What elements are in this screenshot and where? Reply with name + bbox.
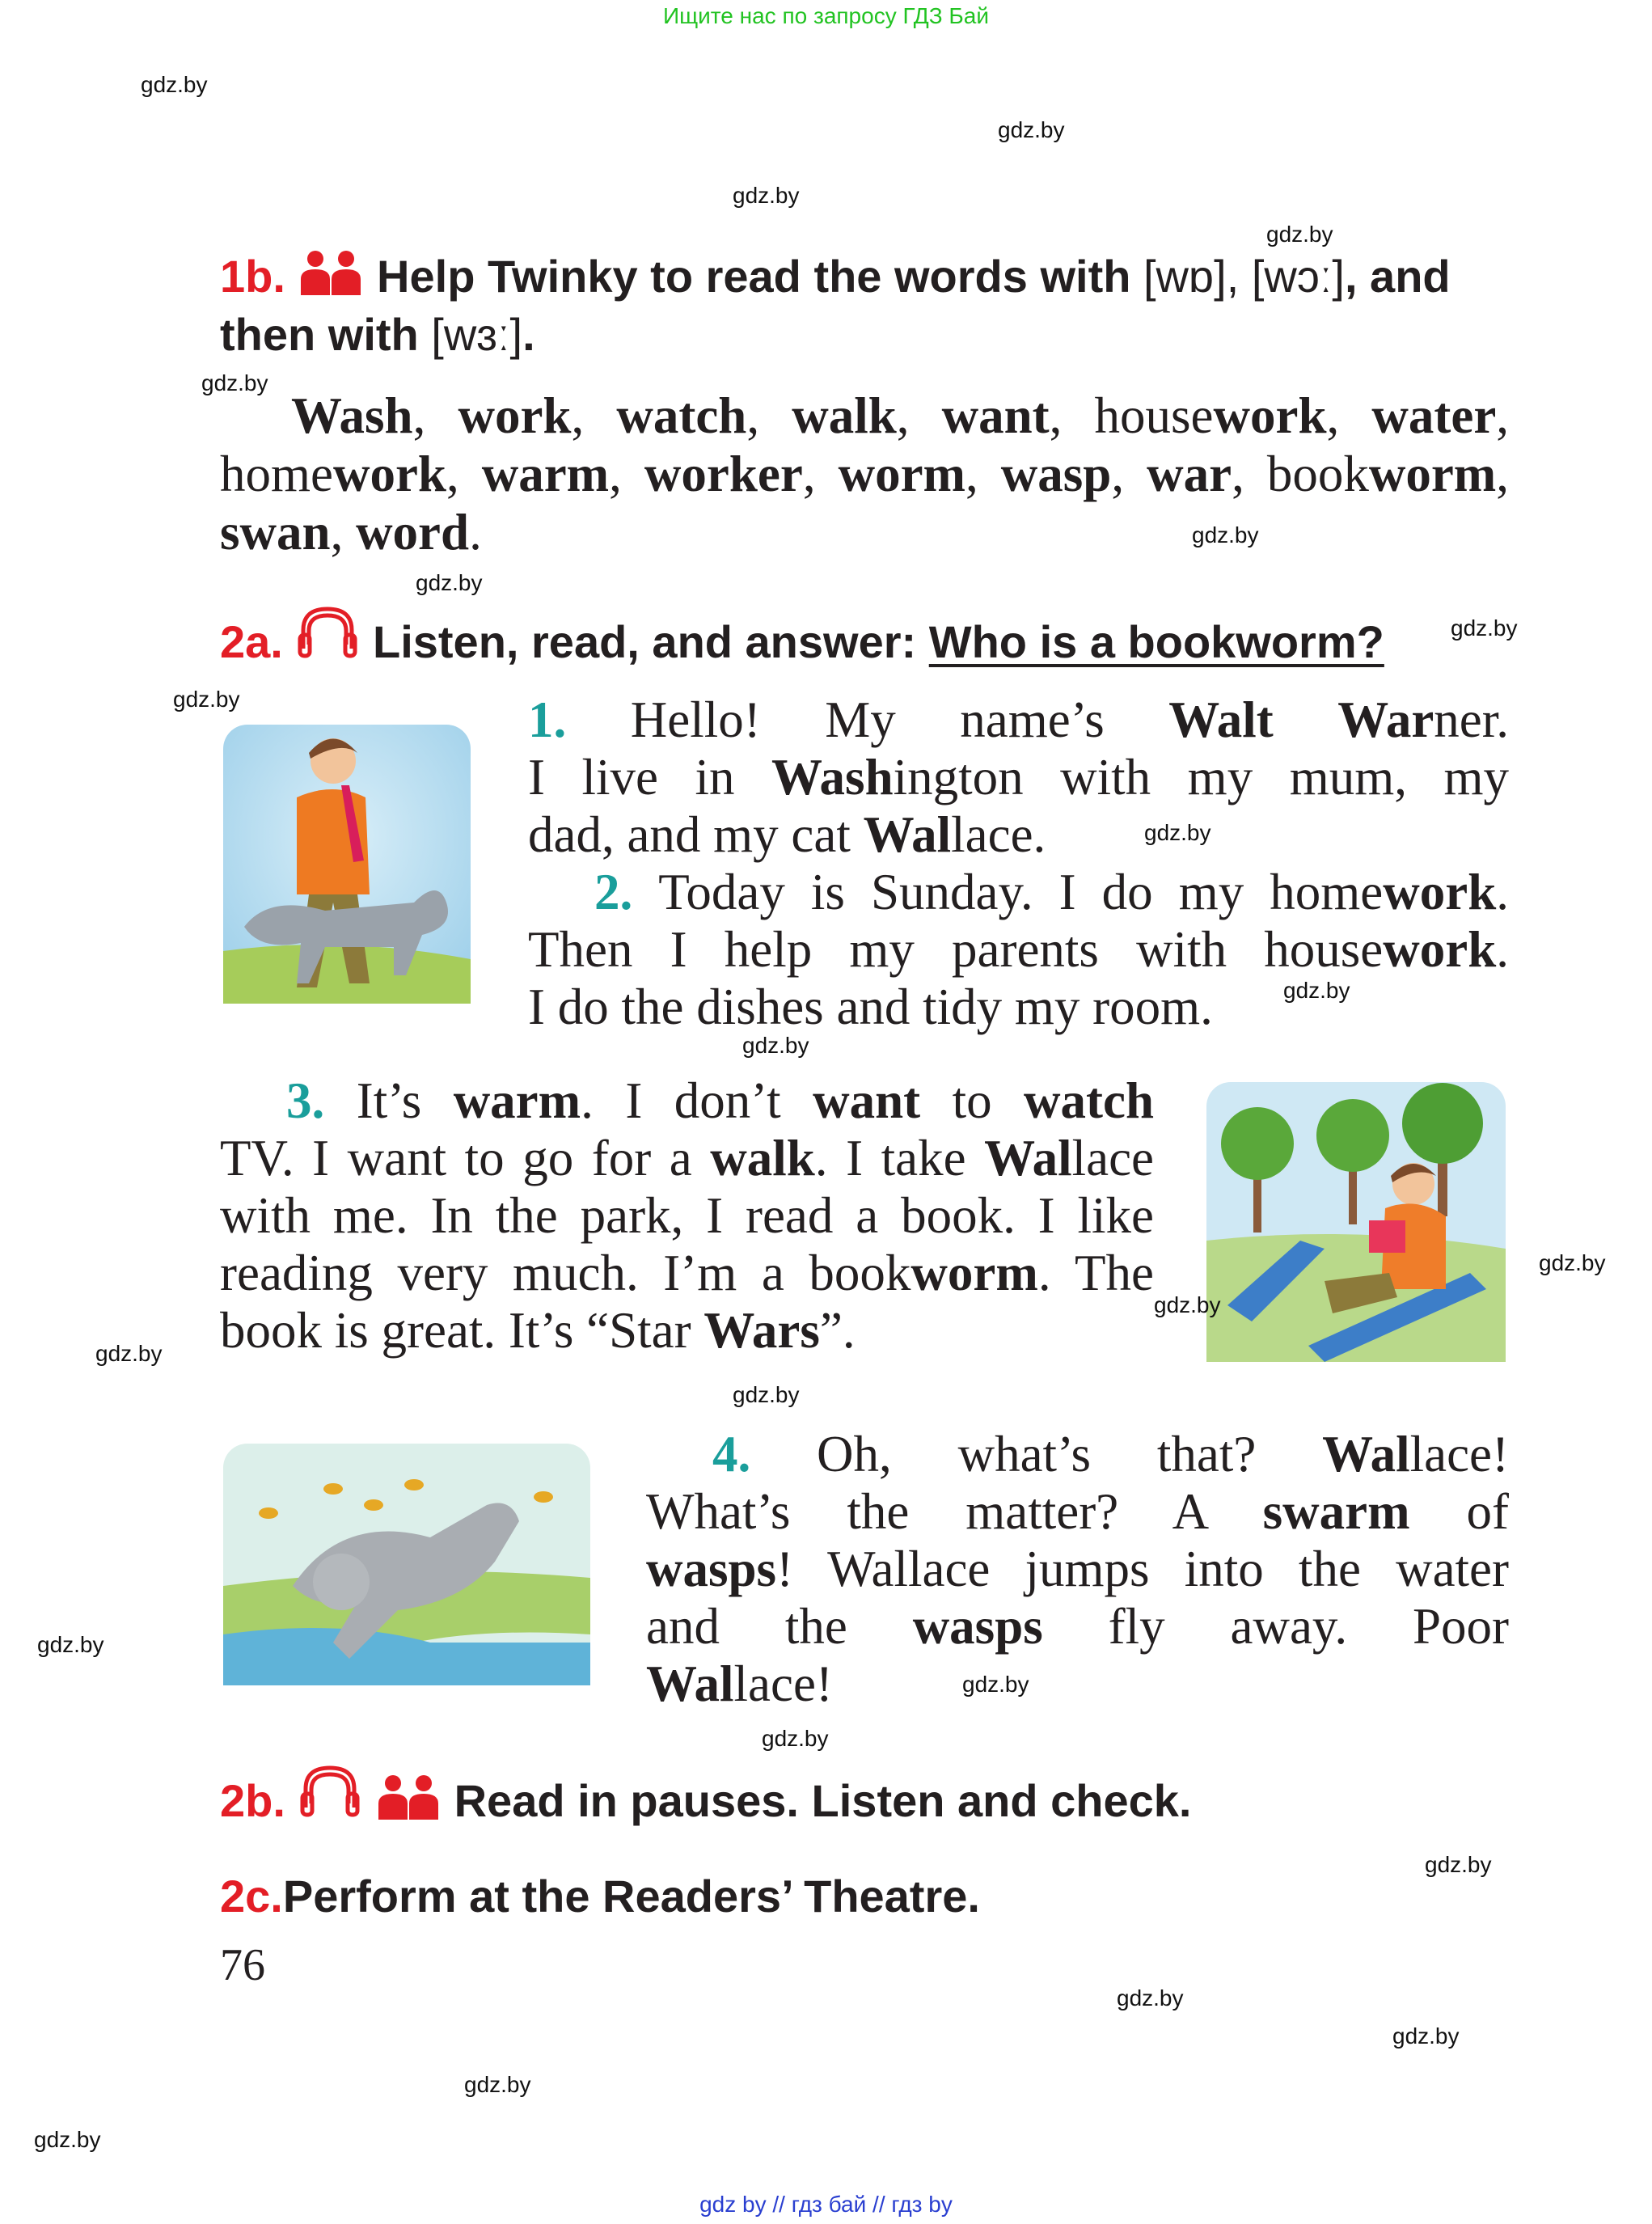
text-line <box>646 1598 1509 1655</box>
exercise-1b-heading <box>220 249 1514 362</box>
watermark: gdz.by <box>1154 1292 1221 1317</box>
highlighted-word: work <box>1383 921 1497 978</box>
text-line <box>528 979 1509 1036</box>
phonetic-transcription: [wɜː] <box>431 309 523 360</box>
highlighted-word: Wal <box>984 1130 1072 1186</box>
text-line <box>220 1130 1154 1187</box>
text-segment: , <box>412 387 458 444</box>
text-segment: , <box>571 387 617 444</box>
text-segment: I do the dishes and tidy my room. <box>528 979 1213 1035</box>
watermark: gdz.by <box>1451 615 1518 641</box>
text-segment: lace. <box>951 806 1046 863</box>
text-segment: book is great. It’s “Star <box>220 1302 704 1359</box>
illustration-boy-reading-park <box>1203 1079 1509 1365</box>
paragraph-1-2 <box>528 691 1509 1036</box>
text-segment: . <box>469 504 482 560</box>
text-segment: , book <box>1232 446 1369 502</box>
highlighted-word: Wars <box>703 1302 820 1359</box>
headphones-icon <box>298 1763 362 1832</box>
watermark: gdz.by <box>962 1672 1029 1697</box>
word-list-line <box>220 445 1509 503</box>
highlighted-word: Wash <box>291 387 413 444</box>
text-segment: , <box>1326 387 1372 444</box>
watermark: gdz.by <box>141 72 208 97</box>
paragraph-number: 2. <box>594 864 659 920</box>
watermark: gdz.by <box>1392 2023 1460 2049</box>
highlighted-word: watch <box>616 387 747 444</box>
illustration-boy-walking-cat <box>220 717 475 1011</box>
watermark: gdz.by <box>733 1382 800 1407</box>
text-line <box>646 1541 1509 1598</box>
watermark: gdz.by <box>733 183 800 208</box>
text-segment: ington with my mum, my <box>893 749 1509 805</box>
watermark: gdz.by <box>95 1341 163 1366</box>
instruction-text: , and <box>1344 251 1451 302</box>
highlighted-word: work <box>1213 387 1327 444</box>
instruction-text: Listen, read, and answer: <box>372 616 929 667</box>
highlighted-word: wasps <box>646 1541 777 1597</box>
top-search-note[interactable]: Ищите нас по запросу ГДЗ Бай <box>662 3 990 28</box>
text-segment: , <box>1111 446 1147 502</box>
exercise-number: 1b. <box>220 251 285 302</box>
highlighted-word: warm <box>481 446 610 502</box>
watermark: gdz.by <box>1192 522 1259 548</box>
highlighted-word: work <box>332 446 446 502</box>
highlighted-word: Wash <box>771 749 894 805</box>
text-segment: , <box>802 446 839 502</box>
separator: // <box>872 2192 885 2217</box>
highlighted-word: water <box>1371 387 1497 444</box>
text-segment: ner. <box>1434 691 1510 748</box>
text-segment: lace <box>1071 1130 1154 1186</box>
instruction-text: then with <box>220 309 432 360</box>
watermark: gdz.by <box>1283 978 1350 1003</box>
text-line <box>528 691 1509 749</box>
text-segment: reading very much. I’m a book <box>220 1245 911 1301</box>
exercise-2a-heading <box>220 604 1514 673</box>
highlighted-word: warm <box>453 1072 581 1129</box>
text-segment: , <box>330 504 357 560</box>
text-segment: home <box>220 446 333 502</box>
highlighted-word: Wal <box>863 806 952 863</box>
text-line <box>646 1426 1509 1483</box>
text-segment: TV. I want to go for a <box>220 1130 711 1186</box>
pair-work-icon <box>375 1774 442 1832</box>
paragraph-4 <box>646 1426 1509 1713</box>
text-segment: lace! <box>1409 1426 1509 1482</box>
text-segment: . <box>1496 921 1509 978</box>
highlighted-word: war <box>1147 446 1232 502</box>
text-segment: , <box>446 446 482 502</box>
page-number: 76 <box>220 1940 265 1990</box>
word-list <box>220 387 1509 561</box>
text-segment: Then I help my parents with house <box>528 921 1384 978</box>
highlighted-word: word <box>356 504 470 560</box>
text-segment: . The <box>1037 1245 1154 1301</box>
text-segment: , <box>1496 446 1510 502</box>
highlighted-word: watch <box>1024 1072 1155 1129</box>
text-segment: Today is Sunday. I do my home <box>658 864 1384 920</box>
text-segment: , <box>896 387 942 444</box>
highlighted-word: Wal <box>646 1655 734 1712</box>
text-segment: ”. <box>819 1302 856 1359</box>
watermark: gdz.by <box>1266 222 1333 247</box>
watermark: gdz.by <box>37 1632 104 1657</box>
watermark: gdz.by <box>1539 1250 1606 1275</box>
exercise-number: 2a. <box>220 616 283 667</box>
exercise-2c-heading <box>220 1869 1514 1924</box>
text-segment: , house <box>1049 387 1214 444</box>
text-line <box>220 1187 1154 1245</box>
highlighted-word: worker <box>644 446 803 502</box>
watermark: gdz.by <box>464 2072 531 2097</box>
watermark: gdz.by <box>416 570 483 595</box>
text-line <box>646 1655 1509 1713</box>
text-segment: fly away. Poor <box>1042 1598 1509 1655</box>
text-line <box>220 1072 1154 1130</box>
text-segment: . I take <box>814 1130 985 1186</box>
highlighted-word: worm <box>1368 446 1497 502</box>
watermark: gdz.by <box>998 117 1065 142</box>
text-line <box>220 1245 1154 1302</box>
question-text: Who is a bookworm? <box>928 616 1384 667</box>
text-segment: of <box>1409 1483 1509 1540</box>
exercise-2b-heading <box>220 1763 1514 1832</box>
pair-work-icon <box>298 250 364 307</box>
headphones-icon <box>295 604 360 673</box>
separator: // <box>772 2192 785 2217</box>
highlighted-word: worm <box>911 1245 1038 1301</box>
text-segment: . <box>1496 864 1509 920</box>
highlighted-word: want <box>813 1072 921 1129</box>
text-segment: , <box>609 446 644 502</box>
highlighted-word: Wal <box>1322 1426 1410 1482</box>
text-segment: ! Wallace jumps into the water <box>776 1541 1509 1597</box>
watermark: gdz.by <box>742 1033 809 1058</box>
illustration-cat-wasps <box>220 1440 594 1689</box>
text-segment: lace! <box>733 1655 833 1712</box>
watermark: gdz.by <box>173 687 240 712</box>
footer-link[interactable]: gdz by <box>699 2192 767 2217</box>
text-segment: and the <box>646 1598 913 1655</box>
instruction-text: Help Twinky to read the words with <box>377 251 1143 302</box>
text-line <box>528 921 1509 979</box>
highlighted-word: work <box>1383 864 1497 920</box>
highlighted-word: War <box>1337 691 1434 748</box>
text-segment <box>1274 691 1338 748</box>
text-line <box>528 749 1509 806</box>
instruction-text: Read in pauses. Listen and check. <box>454 1775 1192 1826</box>
text-segment: What’s the matter? A <box>646 1483 1263 1540</box>
watermark: gdz.by <box>201 370 268 395</box>
text-segment: . I don’t <box>581 1072 813 1129</box>
paragraph-number: 1. <box>528 691 631 748</box>
watermark: gdz.by <box>1117 1985 1184 2010</box>
text-line <box>528 806 1509 864</box>
highlighted-word: Walt <box>1168 691 1274 748</box>
paragraph-number: 3. <box>286 1072 357 1129</box>
highlighted-word: want <box>941 387 1050 444</box>
highlighted-word: walk <box>792 387 897 444</box>
highlighted-word: swarm <box>1262 1483 1410 1540</box>
text-segment: with me. In the park, I read a book. I like <box>220 1187 1154 1244</box>
text-line <box>528 864 1509 921</box>
highlighted-word: walk <box>710 1130 815 1186</box>
footer-link[interactable]: гдз by <box>891 2192 953 2217</box>
paragraph-3 <box>220 1072 1154 1359</box>
instruction-text: . <box>522 309 535 360</box>
text-segment: , <box>746 387 792 444</box>
word-list-line <box>220 387 1509 445</box>
highlighted-word: worm <box>838 446 966 502</box>
text-segment: It’s <box>356 1072 454 1129</box>
watermark: gdz.by <box>34 2127 101 2152</box>
watermark: gdz.by <box>1425 1852 1492 1877</box>
text-segment: dad, and my cat <box>528 806 864 863</box>
phonetic-transcription: [wɒ], [wɔː] <box>1143 251 1345 302</box>
word-list-line <box>220 503 1509 561</box>
watermark: gdz.by <box>1144 820 1211 845</box>
text-segment: , <box>1496 387 1510 444</box>
footer-link[interactable]: гдз бай <box>791 2192 867 2217</box>
exercise-number: 2b. <box>220 1775 285 1826</box>
text-segment: I live in <box>528 749 772 805</box>
paragraph-number: 4. <box>712 1426 818 1482</box>
text-line <box>646 1483 1509 1541</box>
watermark: gdz.by <box>762 1726 829 1751</box>
instruction-text: Perform at the Readers’ Theatre. <box>282 1871 980 1922</box>
text-segment: Hello! My name’s <box>630 691 1169 748</box>
text-line <box>220 1302 1154 1359</box>
text-segment: to <box>920 1072 1025 1129</box>
highlighted-word: work <box>458 387 572 444</box>
text-segment: , <box>965 446 1001 502</box>
exercise-number: 2c. <box>220 1871 283 1922</box>
highlighted-word: wasps <box>912 1598 1043 1655</box>
highlighted-word: swan <box>220 504 331 560</box>
text-segment: Oh, what’s that? <box>817 1426 1323 1482</box>
footer-links <box>0 2192 1652 2218</box>
highlighted-word: wasp <box>1000 446 1112 502</box>
